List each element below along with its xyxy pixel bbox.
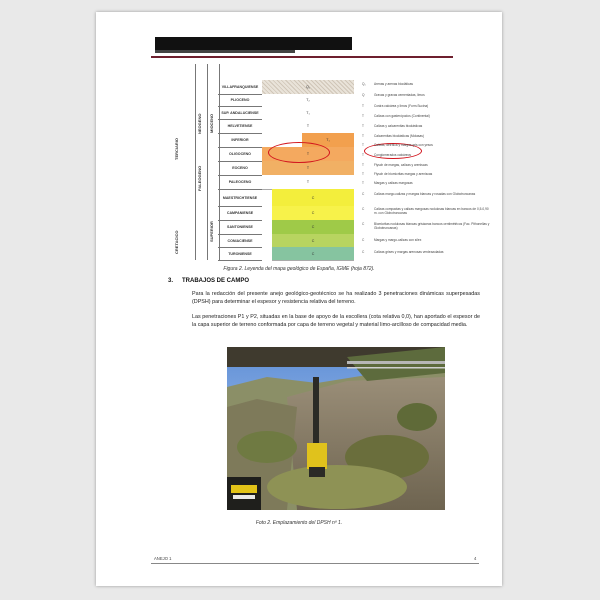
legend-entry: T Flysch de biomicritas margas y areniscas	[362, 172, 433, 176]
photo-caption: Foto 2. Emplazamiento del DPSH nº 1.	[255, 520, 343, 526]
legend-entry: T Costra calcárea y limos (Form.Sucina)	[362, 104, 429, 108]
legend-entry: Q Gravas y gravas cementadas, limos	[362, 93, 425, 97]
legend-entry: Q₁ Arenas y arenas biocláticas	[362, 82, 413, 86]
stage-row: MAESTRICHTIENSE	[218, 189, 262, 207]
stage-row: CONIACIENSE	[218, 234, 262, 248]
stage-row: CAMPANIENSE	[218, 206, 262, 221]
stage-row: EOCENO	[218, 161, 262, 176]
stage-row: PLIOCENO	[218, 94, 262, 107]
redacted-header-line	[155, 50, 295, 53]
page-number: 4	[474, 556, 477, 561]
unit-villafranquiense: Q₁	[262, 80, 354, 95]
highlight-ellipse	[268, 142, 330, 163]
legend-entry: T Calizas y calcarenitas bioclásticas	[362, 124, 423, 128]
stage-row: VILLAFRANQUIENSE	[218, 80, 262, 95]
legend-entry: C Biomicritas nodulosas blancas grisáceas bancos centimétricos (Fac. Pithonellas y Globotruncanas)	[362, 222, 490, 230]
stage-row: HELVETIENSE	[218, 119, 262, 134]
label-paleogeno: PALEOGENO	[197, 165, 202, 191]
unit-santoniense: C	[272, 220, 354, 235]
unit-paleoceno: T	[262, 175, 354, 190]
unit-helvetiense: T	[262, 119, 354, 134]
paragraph: Las penetraciones P1 y P2, situadas en la base de apoyo de la escollera (cota relativa 0,0), han aportado el espesor de la capa superior de terreno conformada por capa de terreno vegetal y material limo-arcilloso de compacidad media.	[192, 314, 480, 329]
redacted-header	[155, 37, 352, 50]
stage-row: SANTONIENSE	[218, 220, 262, 235]
legend-entry: T Calcarenitas bioclásticas (Molasas)	[362, 134, 424, 138]
unit-inferior: T₁	[302, 133, 354, 148]
header-rule	[151, 56, 453, 58]
figure-caption: Figura 2. Leyenda del mapa geológico de España, IGME (hoja 872).	[223, 266, 375, 272]
stage-row: PALEOCENO	[218, 175, 262, 190]
legend-entry: C Margas y margo-calizas con sílex	[362, 238, 422, 242]
legend-entry: T Margas y calizas margosas	[362, 181, 413, 185]
unit-eoceno: T	[262, 161, 354, 176]
legend-entry-highlighted: T Flysch de margas, calizas y areniscas	[362, 163, 428, 167]
stage-row: OLIGOCENO	[218, 147, 262, 162]
legend-entry: T Conglomerados calcáreos	[362, 153, 412, 157]
map-units	[262, 80, 354, 260]
unit-oligoceno: T	[262, 147, 354, 162]
site-photo	[227, 347, 445, 510]
geological-legend-figure	[170, 64, 490, 260]
label-cretacico: CRETACICO	[174, 230, 179, 254]
unit-campaniense: C	[272, 206, 354, 221]
legend-entry: C Calizas compactas y calizas margosas nodulosas blancas en bancos de 0,5-0,90 m. con Globotruncanas	[362, 207, 489, 215]
section-heading: 3. TRABAJOS DE CAMPO	[168, 278, 250, 284]
label-neogeno: NEOGENO	[197, 113, 202, 135]
unit-turoniense: C	[272, 247, 354, 261]
legend-entry: T Calizas con gasterópodos (Continental)	[362, 114, 430, 118]
paragraph: Para la redacción del presente anejo geológico-geotécnico se ha realizado 3 penetraciones dinámicas superpesadas (DPSH) para determinar el espesor y resistencia relativa del terreno.	[192, 291, 480, 306]
label-terciario: TERCIARIO	[174, 138, 179, 160]
stage-row: TURONIENSE	[218, 247, 262, 261]
legend-entry: C Calizas margo-calizas y margas blancas y rosadas con Globotruncanas	[362, 192, 476, 196]
unit-maestrichtiense: C	[272, 189, 354, 207]
unit-coniaciense: C	[272, 234, 354, 248]
legend-entry: T Calizas, detrítica y margas gris con yesos	[362, 143, 433, 147]
legend-entry: C Calizas grises y margas arenosas verdeazuladas	[362, 250, 444, 254]
unit-andaluciense: T₁	[262, 106, 354, 120]
stage-row: INFERIOR	[218, 133, 262, 148]
label-superior: SUPERIOR	[209, 221, 214, 243]
unit-plioceno: T₂	[262, 94, 354, 107]
document-page	[96, 12, 502, 586]
footer-rule	[151, 563, 479, 564]
stage-row: SUP. ANDALUCIENSE	[218, 106, 262, 120]
label-mioceno: MIOCENO	[209, 113, 214, 133]
footer-left: ANEJO 1	[154, 556, 172, 561]
